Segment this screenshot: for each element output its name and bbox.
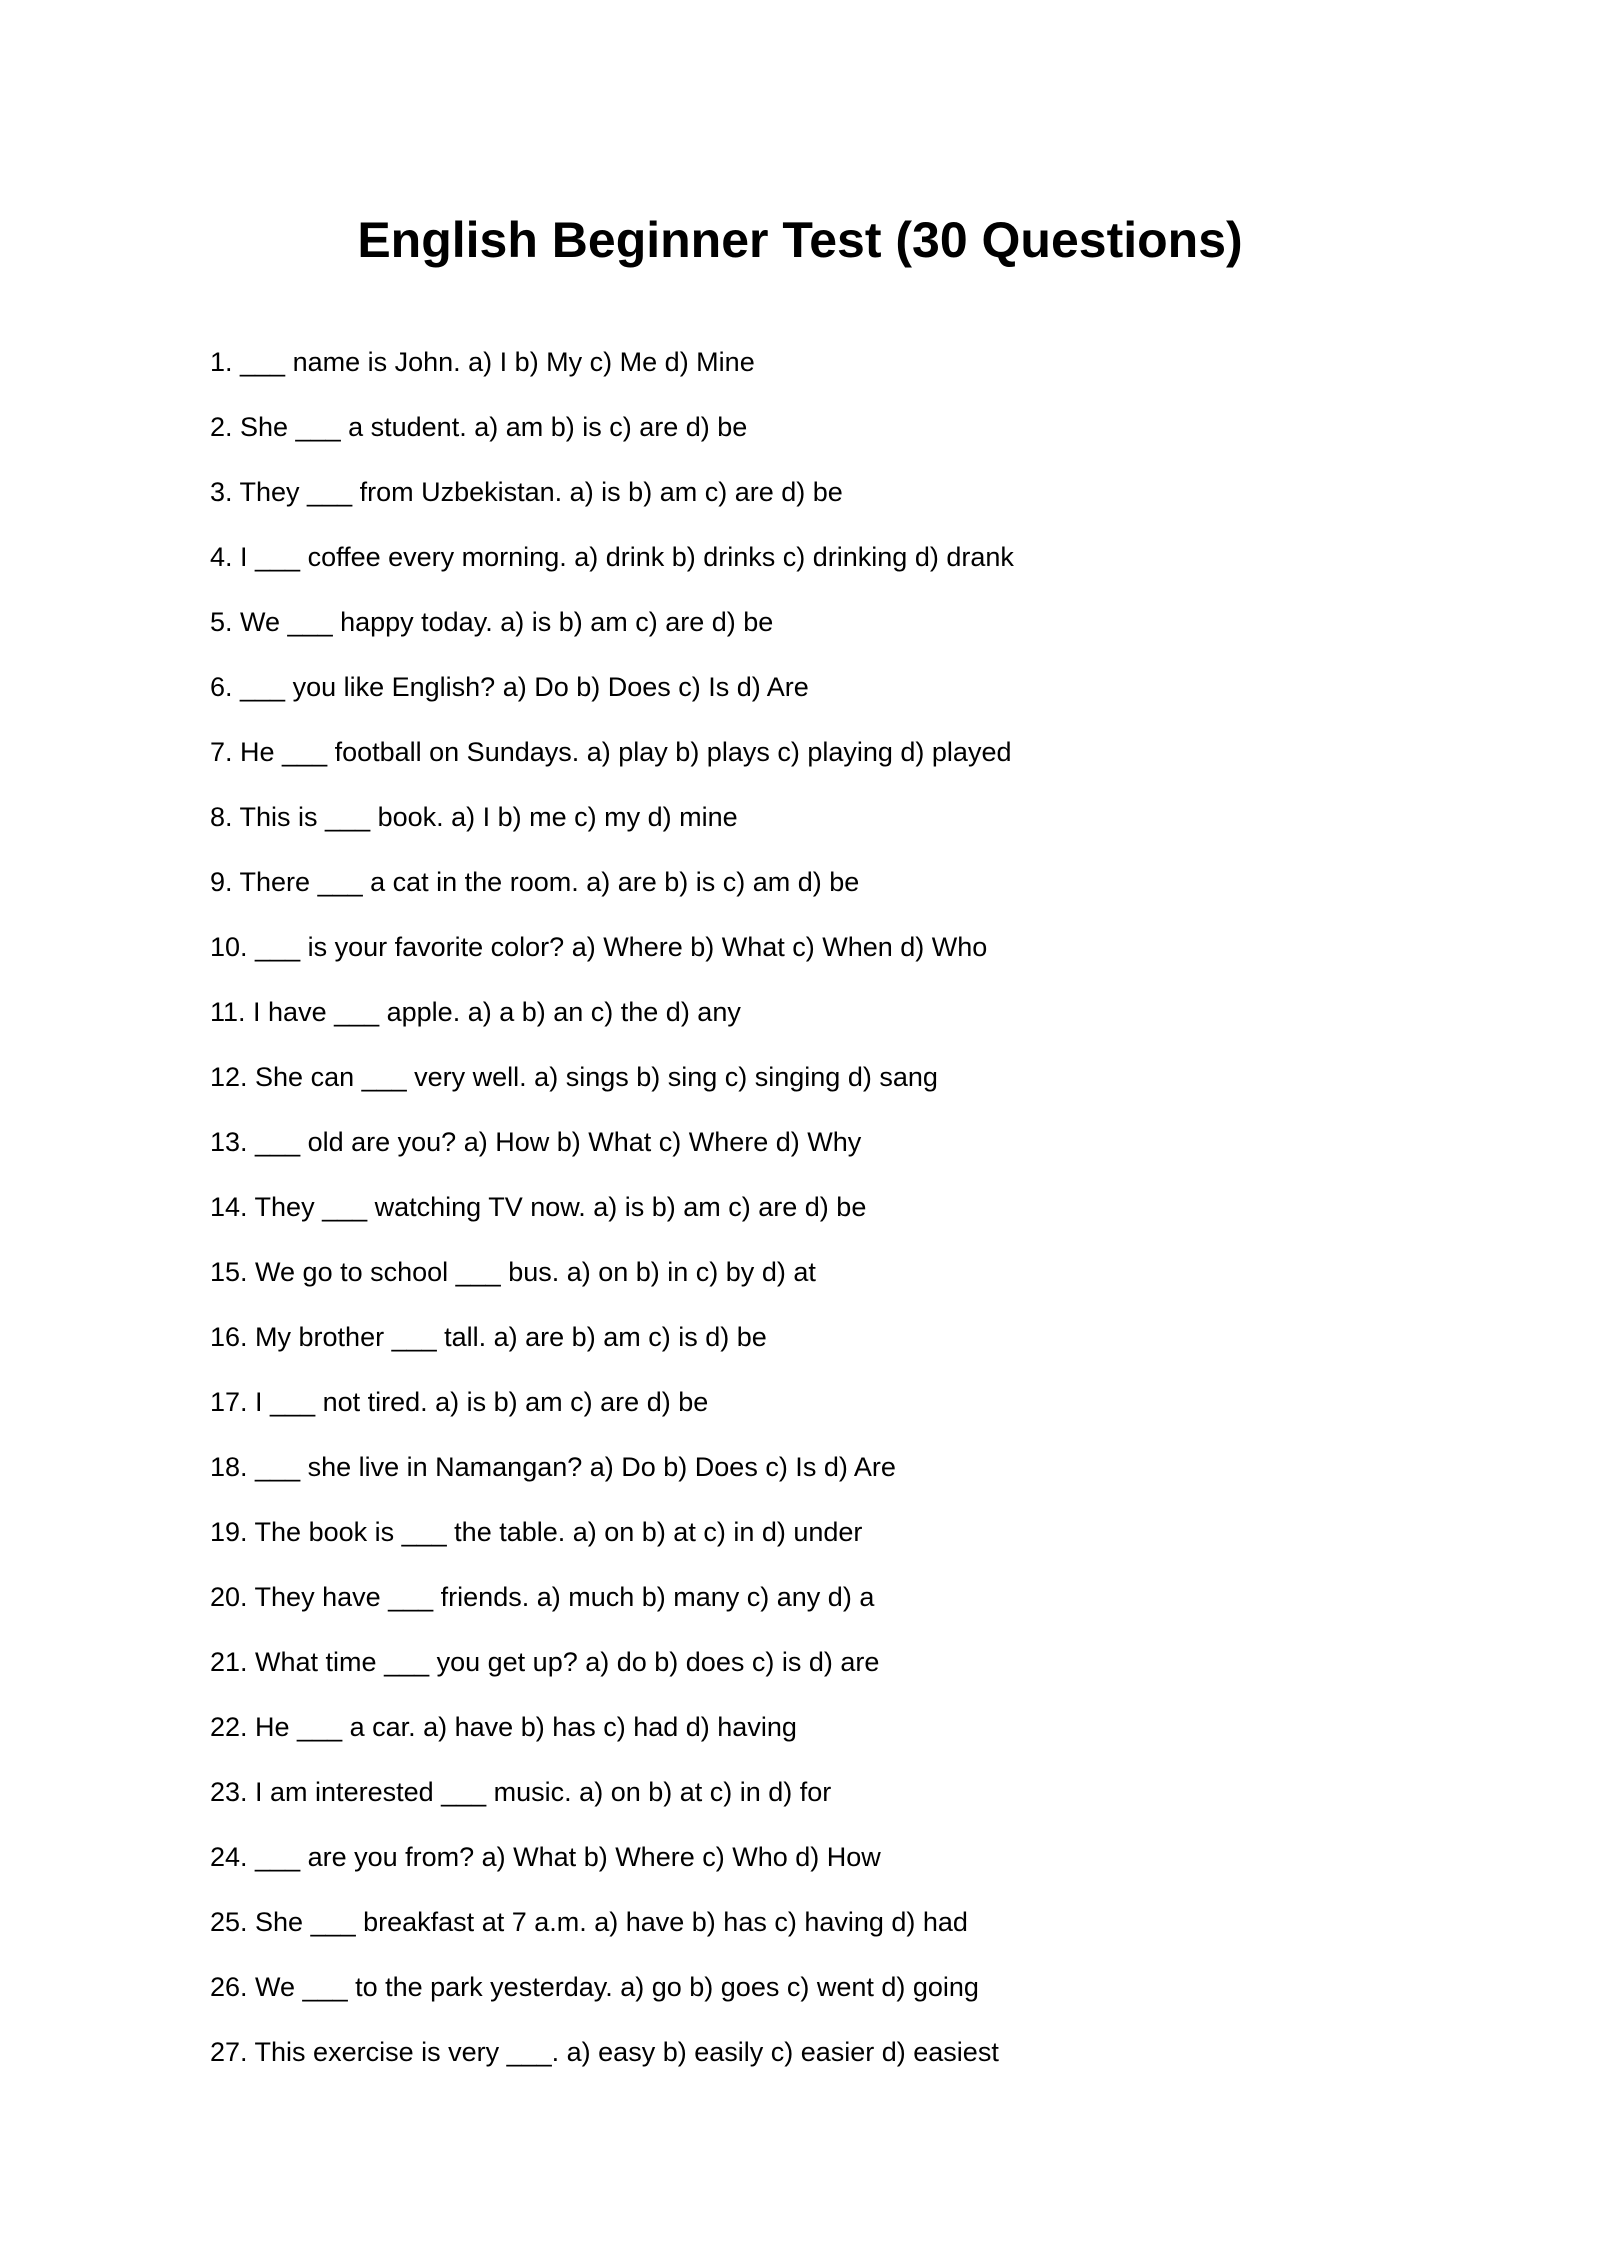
question-item: 25. She ___ breakfast at 7 a.m. a) have b) has c) having d) had: [210, 1907, 968, 1937]
question-item: 18. ___ she live in Namangan? a) Do b) Does c) Is d) Are: [210, 1452, 896, 1482]
question-item: 6. ___ you like English? a) Do b) Does c) Is d) Are: [210, 672, 809, 702]
question-item: 10. ___ is your favorite color? a) Where b) What c) When d) Who: [210, 932, 988, 962]
question-item: 21. What time ___ you get up? a) do b) does c) is d) are: [210, 1647, 880, 1677]
question-item: 16. My brother ___ tall. a) are b) am c) is d) be: [210, 1322, 767, 1352]
question-item: 9. There ___ a cat in the room. a) are b) is c) am d) be: [210, 867, 860, 897]
question-item: 4. I ___ coffee every morning. a) drink b) drinks c) drinking d) drank: [210, 542, 1014, 572]
question-item: 2. She ___ a student. a) am b) is c) are d) be: [210, 412, 748, 442]
question-item: 1. ___ name is John. a) I b) My c) Me d) Mine: [210, 347, 755, 377]
question-item: 20. They have ___ friends. a) much b) many c) any d) a: [210, 1582, 875, 1612]
question-item: 15. We go to school ___ bus. a) on b) in c) by d) at: [210, 1257, 816, 1287]
question-item: 22. He ___ a car. a) have b) has c) had d) having: [210, 1712, 797, 1742]
question-item: 12. She can ___ very well. a) sings b) sing c) singing d) sang: [210, 1062, 938, 1092]
question-item: 23. I am interested ___ music. a) on b) at c) in d) for: [210, 1777, 832, 1807]
question-item: 19. The book is ___ the table. a) on b) at c) in d) under: [210, 1517, 863, 1547]
question-item: 26. We ___ to the park yesterday. a) go b) goes c) went d) going: [210, 1972, 979, 2002]
page-title: English Beginner Test (30 Questions): [357, 212, 1243, 268]
question-item: 13. ___ old are you? a) How b) What c) Where d) Why: [210, 1127, 862, 1157]
question-item: 14. They ___ watching TV now. a) is b) am c) are d) be: [210, 1192, 867, 1222]
question-item: 8. This is ___ book. a) I b) me c) my d) mine: [210, 802, 738, 832]
question-list: [210, 330, 1014, 2085]
question-item: 5. We ___ happy today. a) is b) am c) are d) be: [210, 607, 774, 637]
question-item: 24. ___ are you from? a) What b) Where c) Who d) How: [210, 1842, 881, 1872]
question-item: 3. They ___ from Uzbekistan. a) is b) am c) are d) be: [210, 477, 843, 507]
question-item: 7. He ___ football on Sundays. a) play b) plays c) playing d) played: [210, 737, 1012, 767]
question-item: 17. I ___ not tired. a) is b) am c) are d) be: [210, 1387, 709, 1417]
question-item: 11. I have ___ apple. a) a b) an c) the d) any: [210, 997, 741, 1027]
question-item: 27. This exercise is very ___. a) easy b) easily c) easier d) easiest: [210, 2037, 999, 2067]
